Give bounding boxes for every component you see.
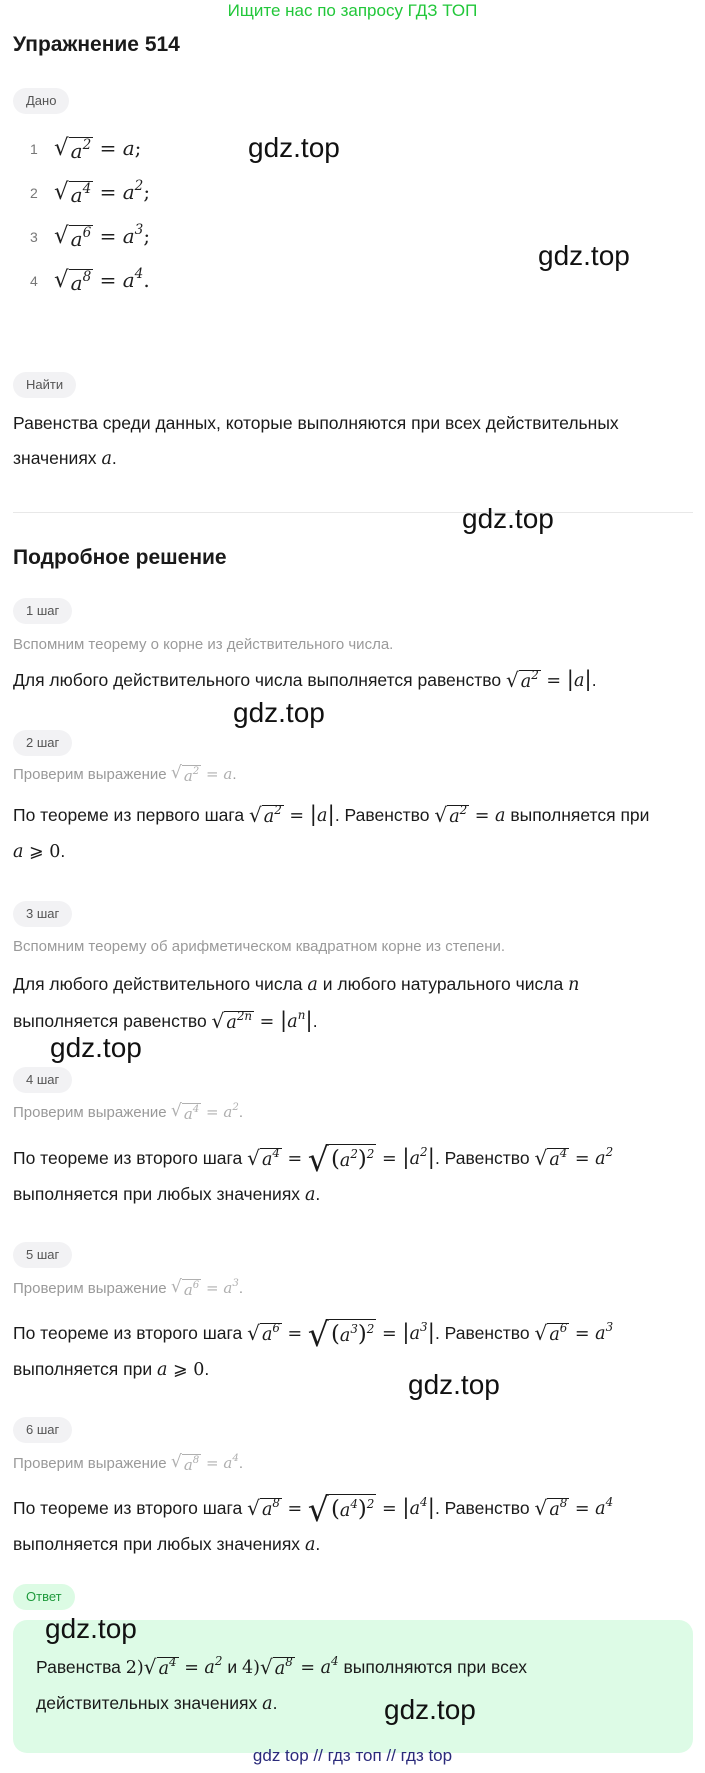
step-1-label: 1 шаг (13, 598, 72, 624)
step-5-text: По теореме из второго шага √ $a^6$ = √ $(a^3)^2$ = $|a^3|$. Равенство √ $a^6$ = $a^3$ выполняется при a ⩾ 0. (13, 1314, 614, 1380)
watermark: gdz.top (248, 132, 340, 163)
step-2-label: 2 шаг (13, 730, 72, 756)
watermark: gdz.top (538, 240, 630, 271)
step-6-hint: Проверим выражение √ $a^8$ = $a^4$. (13, 1452, 243, 1475)
find-label: Найти (13, 372, 76, 398)
given-formula: √ $a^8$ = $a^4$. (54, 265, 150, 295)
given-formula: √ $a^6$ = $a^3$; (54, 221, 151, 251)
watermark: gdz.top (50, 1032, 142, 1063)
step-3-text: Для любого действительного числа a и любого натурального числа n выполняется равенство √ $a^{2n}$ = $|a^n|$. (13, 974, 580, 1034)
answer-label: Ответ (13, 1584, 75, 1610)
divider (13, 512, 693, 513)
given-item-4 (30, 265, 150, 295)
step-6-label: 6 шаг (13, 1417, 72, 1443)
step-2-text: По теореме из первого шага √ $a^2$ = |a|. Равенство √ $a^2$ = a выполняется при a ⩾ 0. (13, 802, 650, 862)
watermark: gdz.top (45, 1613, 137, 1644)
step-5-hint: Проверим выражение √ $a^6$ = $a^3$. (13, 1277, 243, 1300)
solution-title: Подробное решение (13, 546, 227, 569)
step-1-hint: Вспомним теорему о корне из действительного числа. (13, 636, 394, 653)
step-3-label: 3 шаг (13, 901, 72, 927)
top-banner[interactable]: Ищите нас по запросу ГДЗ ТОП (227, 1, 478, 20)
given-formula: √ $a^4$ = $a^2$; (54, 177, 151, 207)
find-text-line2: значениях (13, 448, 97, 468)
given-item-number: 2 (30, 185, 38, 201)
step-4-text: По теореме из второго шага √ $a^4$ = √ $(a^2)^2$ = $|a^2|$. Равенство √ $a^4$ = $a^2$ выполняется при любых значениях a. (13, 1139, 614, 1205)
step-4-hint: Проверим выражение √ $a^4$ = $a^2$. (13, 1101, 243, 1124)
find-text: Равенства среди данных, которые выполняются при всех действительных значениях a. (13, 413, 619, 469)
given-item-number: 4 (30, 273, 38, 289)
given-item-number: 3 (30, 229, 38, 245)
exercise-title: Упражнение 514 (13, 33, 180, 56)
step-4-label: 4 шаг (13, 1067, 72, 1093)
given-item-number: 1 (30, 141, 38, 157)
step-1-text: Для любого действительного числа выполняется равенство √ $a^2$ = |a|. (13, 667, 597, 693)
given-item-1 (30, 136, 141, 162)
step-3-hint: Вспомним теорему об арифметическом квадратном корне из степени. (13, 938, 506, 955)
watermark: gdz.top (384, 1694, 476, 1725)
step-5-label: 5 шаг (13, 1242, 72, 1268)
given-label: Дано (13, 88, 69, 114)
answer-text: Равенства 2) √ $a^4$ = $a^2$ и 4) √ $a^8$ = $a^4$ выполняются при всех действительных значениях a. (36, 1653, 527, 1714)
watermark: gdz.top (408, 1369, 500, 1400)
given-formula: √ $a^2$ = a; (54, 135, 142, 163)
given-item-2 (30, 177, 151, 207)
step-2-hint: Проверим выражение √ $a^2$ = a. (13, 763, 237, 786)
step-6-text: По теореме из второго шага √ $a^8$ = √ $(a^4)^2$ = $|a^4|$. Равенство √ $a^8$ = $a^4$ выполняется при любых значениях a. (13, 1489, 614, 1555)
footer-links[interactable]: gdz top // гдз топ // гдз top (252, 1746, 453, 1765)
watermark: gdz.top (462, 503, 554, 534)
given-item-3 (30, 221, 151, 251)
find-text-line1: Равенства среди данных, которые выполняются при всех действительных (13, 413, 619, 433)
watermark: gdz.top (233, 697, 325, 728)
